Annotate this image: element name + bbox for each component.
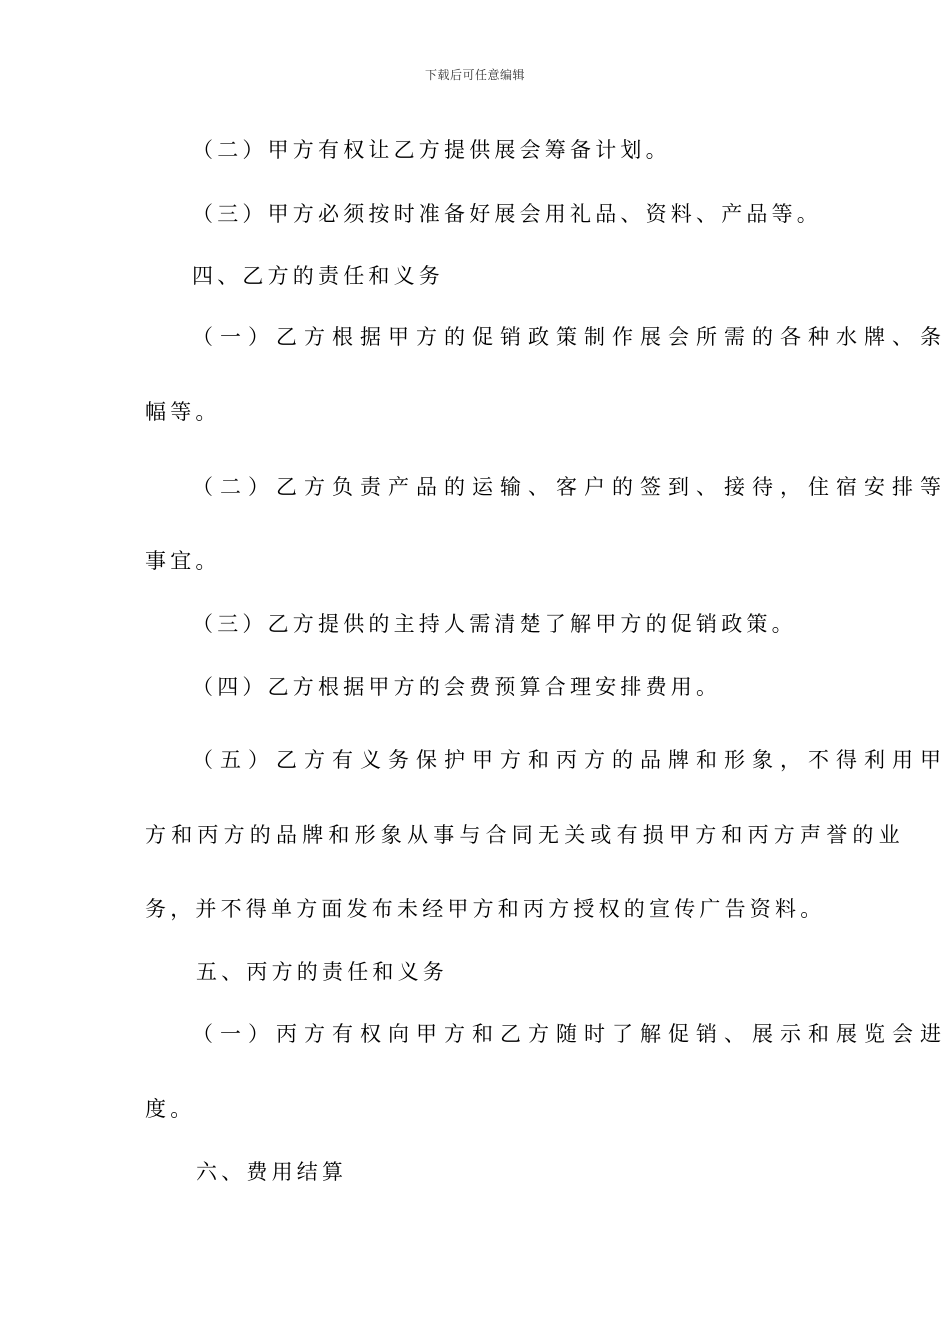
paragraph-line: （二）甲方有权让乙方提供展会筹备计划。 xyxy=(192,138,671,162)
paragraph-line: 度。 xyxy=(145,1097,196,1121)
paragraph-line: （一）乙方根据甲方的促销政策制作展会所需的各种水牌、条 xyxy=(192,325,948,349)
paragraph-line: （四）乙方根据甲方的会费预算合理安排费用。 xyxy=(192,675,722,699)
section-heading: 五、丙方的责任和义务 xyxy=(196,960,448,984)
paragraph-line: 方和丙方的品牌和形象从事与合同无关或有损甲方和丙方声誉的业 xyxy=(145,823,905,847)
paragraph-line: （一）丙方有权向甲方和乙方随时了解促销、展示和展览会进 xyxy=(192,1022,948,1046)
section-heading: 四、乙方的责任和义务 xyxy=(192,264,444,288)
paragraph-line: 事宜。 xyxy=(145,549,221,573)
paragraph-line: （二）乙方负责产品的运输、客户的签到、接待，住宿安排等 xyxy=(192,475,948,499)
paragraph-line: （三）甲方必须按时准备好展会用礼品、资料、产品等。 xyxy=(192,202,822,226)
paragraph-line: 幅等。 xyxy=(145,400,221,424)
paragraph-line: 务，并不得单方面发布未经甲方和丙方授权的宣传广告资料。 xyxy=(145,897,826,921)
paragraph-line: （五）乙方有义务保护甲方和丙方的品牌和形象，不得利用甲 xyxy=(192,748,948,772)
paragraph-line: （三）乙方提供的主持人需清楚了解甲方的促销政策。 xyxy=(192,612,797,636)
section-heading: 六、费用结算 xyxy=(196,1160,348,1184)
page-header: 下载后可任意编辑 xyxy=(424,68,525,82)
